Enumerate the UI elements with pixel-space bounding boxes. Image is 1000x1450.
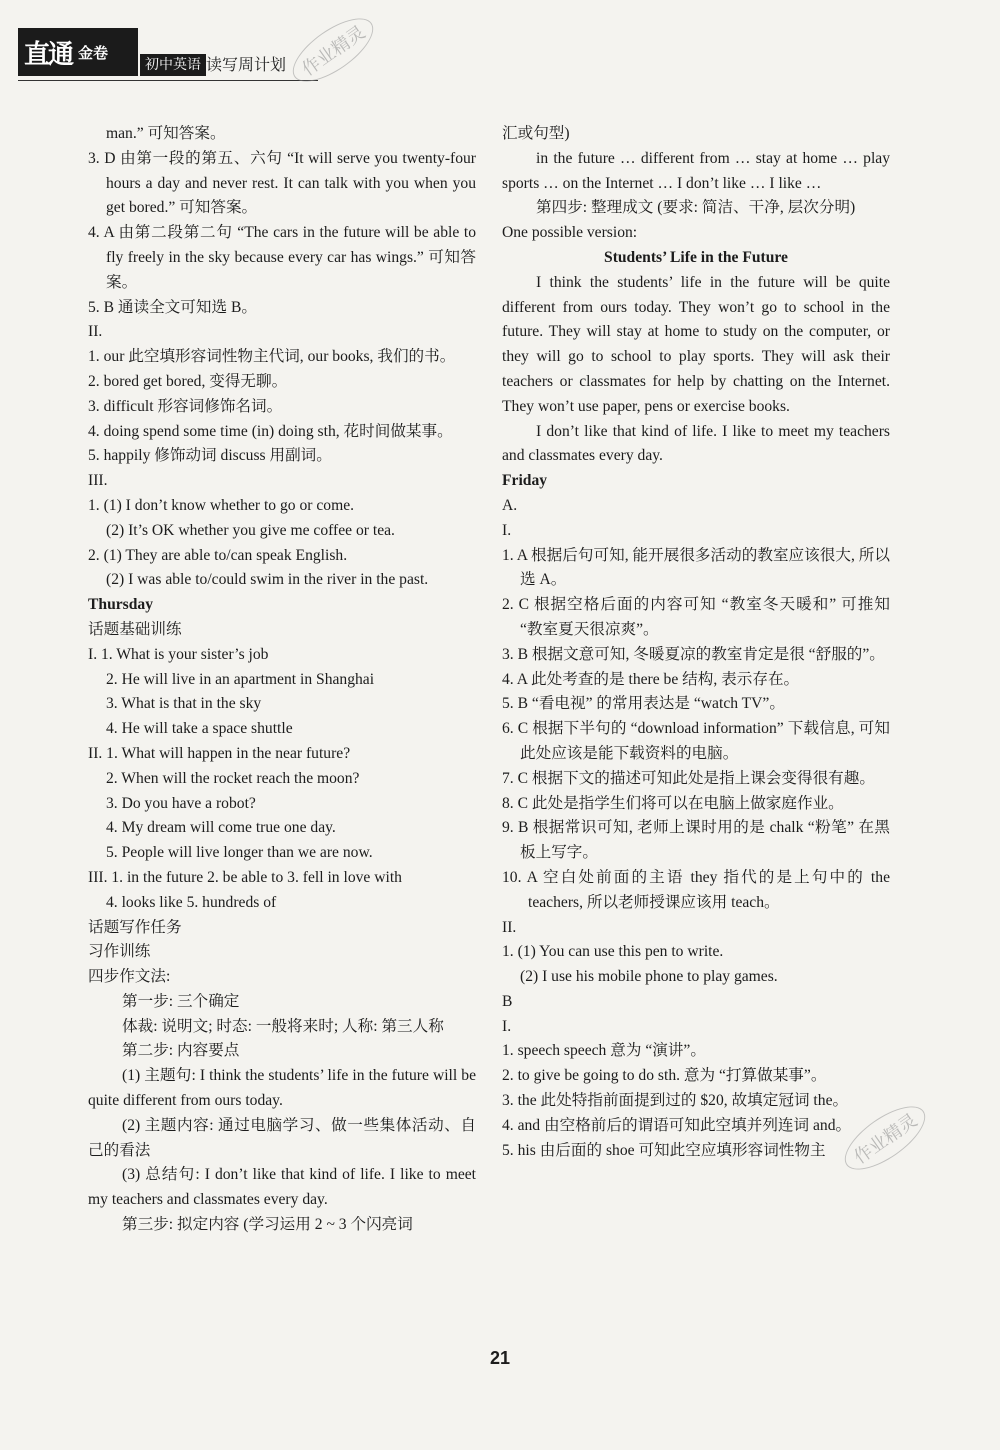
answer-item: III. 1. in the future 2. be able to 3. fell in love with	[88, 868, 402, 886]
answer-item: 5. his 由后面的 shoe 可知此空应填形容词性物主	[502, 1141, 826, 1159]
step-heading: 第二步: 内容要点	[122, 1042, 240, 1060]
section-label: I.	[502, 521, 512, 539]
answer-item: 1. (1) I don’t know whether to go or come.	[88, 496, 355, 514]
step-heading: 第四步: 整理成文 (要求: 简洁、干净, 层次分明)	[536, 199, 856, 217]
page-header	[18, 28, 328, 88]
essay-title: Students’ Life in the Future	[604, 248, 788, 266]
answer-item: 8. C 此处是指学生们将可以在电脑上做家庭作业。	[502, 794, 844, 812]
answer-item: 2. C 根据空格后面的内容可知 “教室冬天暖和” 可推知 “教室夏天很凉爽”。	[502, 596, 890, 638]
section-label: A.	[502, 496, 518, 514]
left-column	[88, 122, 476, 1238]
answer-item: 2. bored get bored, 变得无聊。	[88, 372, 288, 390]
section-label: B	[502, 992, 513, 1010]
subsection-heading: 四步作文法:	[88, 968, 171, 986]
answer-item: 3. D 由第一段的第五、六句 “It will serve you twenty-four hours a day and never rest. It can talk with you when you get bored.” 可知答案。	[88, 149, 476, 217]
text-line: 汇或句型)	[502, 125, 570, 142]
step-content: in the future … different from … stay at home … play sports … on the Internet … I don’t like … I like …	[502, 149, 890, 192]
answer-item: (2) It’s OK whether you give me coffee or tea.	[106, 521, 395, 539]
answer-item: 7. C 根据下文的描述可知此处是指上课会变得很有趣。	[502, 769, 875, 787]
step-content: (3) 总结句: I don’t like that kind of life. I like to meet my teachers and classmates every day.	[88, 1166, 476, 1209]
answer-item: 4. He will take a space shuttle	[106, 720, 293, 738]
publisher-logo	[18, 28, 138, 76]
answer-item: 1. speech speech 意为 “演讲”。	[502, 1042, 706, 1060]
answer-item: 3. What is that in the sky	[106, 695, 262, 713]
page-number: 21	[489, 1348, 511, 1368]
answer-item: 4. My dream will come true one day.	[106, 819, 336, 837]
logo-mark: 直通	[24, 39, 73, 70]
section-label: II.	[502, 918, 517, 936]
answer-item: 3. Do you have a robot?	[106, 794, 256, 812]
watermark-stamp: 作业精灵	[835, 1095, 935, 1182]
subsection-heading: 习作训练	[88, 943, 151, 961]
step-heading: 第一步: 三个确定	[122, 992, 240, 1010]
answer-item: I. 1. What is your sister’s job	[88, 645, 269, 663]
answer-item: 1. our 此空填形容词性物主代词, our books, 我们的书。	[88, 348, 456, 366]
text-line: man.” 可知答案。	[106, 125, 226, 142]
right-column	[502, 122, 890, 1163]
step-content: (2) 主题内容: 通过电脑学习、做一些集体活动、自己的看法	[88, 1116, 476, 1159]
day-heading: Friday	[502, 472, 548, 490]
day-heading: Thursday	[88, 596, 154, 614]
series-title: 读写周计划	[206, 55, 287, 74]
answer-item: 5. People will live longer than we are now.	[106, 844, 373, 862]
answer-item: 5. happily 修饰动词 discuss 用副词。	[88, 447, 332, 465]
step-heading: 第三步: 拟定内容 (学习运用 2 ~ 3 个闪亮词	[122, 1216, 413, 1234]
text-line: One possible version:	[502, 224, 638, 242]
answer-item: 4. looks like 5. hundreds of	[106, 893, 277, 911]
answer-item: (2) I was able to/could swim in the river in the past.	[106, 571, 429, 589]
section-label: I.	[502, 1017, 512, 1035]
essay-paragraph: I don’t like that kind of life. I like to meet my teachers and classmates every day.	[502, 422, 890, 465]
answer-item: (2) I use his mobile phone to play games.	[520, 968, 778, 986]
answer-item: 9. B 根据常识可知, 老师上课时用的是 chalk “粉笔” 在黑板上写字。	[502, 819, 890, 862]
answer-item: 3. B 根据文意可知, 冬暖夏凉的教室肯定是很 “舒服的”。	[502, 645, 885, 663]
answer-item: 2. He will live in an apartment in Shanghai	[106, 670, 375, 688]
series-tag: 初中英语	[140, 54, 206, 76]
section-label: III.	[88, 472, 108, 490]
step-content: (1) 主题句: I think the students’ life in the future will be quite different from ours today.	[88, 1067, 476, 1110]
answer-item: 1. A 根据后句可知, 能开展很多活动的教室应该很大, 所以选 A。	[502, 546, 890, 589]
answer-item: 4. A 此处考查的是 there be 结构, 表示存在。	[502, 670, 800, 688]
answer-item: 2. When will the rocket reach the moon?	[106, 769, 360, 787]
answer-item: 10. A 空白处前面的主语 they 指代的是上句中的 the teachers, 所以老师授课应该用 teach。	[502, 868, 890, 911]
answer-item: 5. B 通读全文可知选 B。	[88, 298, 257, 316]
answer-item: 6. C 根据下半句的 “download information” 下载信息, 可知此处应该是能下载资料的电脑。	[502, 720, 890, 762]
answer-item: 2. to give be going to do sth. 意为 “打算做某事”。	[502, 1067, 827, 1085]
watermark-stamp: 作业精灵	[283, 7, 383, 94]
answer-item: 4. and 由空格前后的谓语可知此空填并列连词 and。	[502, 1116, 852, 1134]
essay-paragraph: I think the students’ life in the future will be quite different from ours today. They won’t go to school in the future. They will stay at home to study on the computer, or they will go to school to play sports. They will ask their teachers or classmates for help by chatting on the Internet. They won’t use paper, pens or exercise books.	[502, 273, 890, 415]
answer-item: II. 1. What will happen in the near future?	[88, 744, 351, 762]
answer-item: 4. A 由第二段第二句 “The cars in the future will be able to fly freely in the sky because every car has wings.” 可知答案。	[88, 224, 476, 291]
subsection-heading: 话题写作任务	[88, 918, 182, 936]
subsection-heading: 话题基础训练	[88, 620, 182, 638]
answer-item: 5. B “看电视” 的常用表达是 “watch TV”。	[502, 695, 785, 713]
answer-item: 3. the 此处特指前面提到过的 $20, 故填定冠词 the。	[502, 1092, 849, 1110]
answer-item: 3. difficult 形容词修饰名词。	[88, 397, 283, 415]
header-rule	[18, 80, 318, 81]
answer-item: 4. doing spend some time (in) doing sth, 花时间做某事。	[88, 422, 453, 440]
answer-item: 2. (1) They are able to/can speak English.	[88, 546, 348, 564]
logo-sub: 金卷	[78, 43, 109, 62]
step-content: 体裁: 说明文; 时态: 一般将来时; 人称: 第三人称	[122, 1017, 444, 1035]
section-label: II.	[88, 323, 103, 341]
answer-item: 1. (1) You can use this pen to write.	[502, 943, 724, 961]
